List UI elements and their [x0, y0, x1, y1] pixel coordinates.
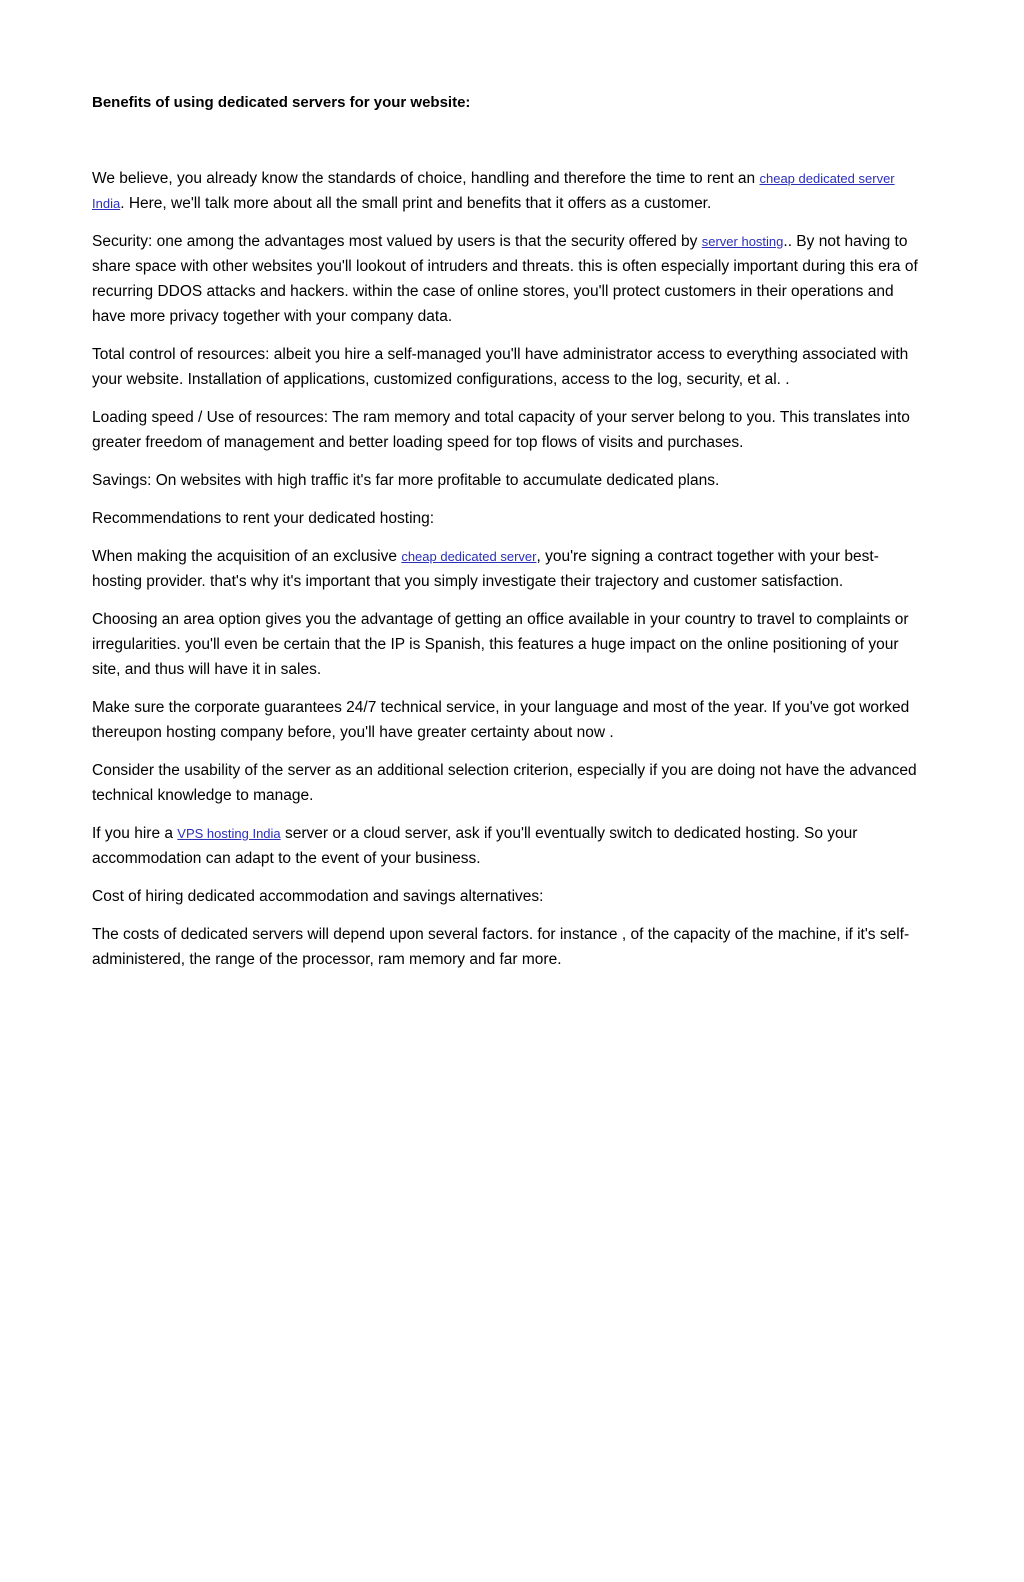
paragraph-technical-service: Make sure the corporate guarantees 24/7 technical service, in your language and most of the year. If you've got worked thereupon hosting company before, you'll have greater certainty about now . — [92, 699, 910, 741]
paragraph-total-control: Total control of resources: albeit you hire a self-managed you'll have administrator access to everything associated with your website. Installation of applications, customized configurations, access to the log, security, et al. . — [92, 346, 909, 388]
paragraph-vps — [92, 821, 922, 871]
paragraph-savings: Savings: On websites with high traffic it's far more profitable to accumulate dedicated plans. — [92, 472, 720, 489]
link-server-hosting[interactable]: server hosting — [701, 234, 784, 249]
paragraph-text: server or a cloud server, ask if you'll eventually switch to dedicated hosting. So your accommodation can adapt to the event of your business. — [92, 825, 858, 867]
link-cheap-dedicated-server-india[interactable]: cheap dedicated server India — [92, 171, 895, 211]
document-title: Benefits of using dedicated servers for your website: — [92, 94, 471, 111]
paragraph-security — [92, 229, 922, 329]
paragraph-text: , you're signing a contract together with your best-hosting provider. that's why it's important that you simply investigate their trajectory and customer satisfaction. — [92, 548, 879, 590]
paragraph-cost-heading: Cost of hiring dedicated accommodation and savings alternatives: — [92, 888, 544, 905]
document-page — [92, 90, 922, 985]
paragraph-loading-speed: Loading speed / Use of resources: The ram memory and total capacity of your server belong to you. This translates into greater freedom of management and better loading speed for top flows of visits and purchases. — [92, 409, 910, 451]
paragraph-recommendations-heading: Recommendations to rent your dedicated hosting: — [92, 510, 435, 527]
paragraph-text: If you hire a — [92, 825, 178, 842]
paragraph-usability: Consider the usability of the server as an additional selection criterion, especially if you are doing not have the advanced technical knowledge to manage. — [92, 762, 917, 804]
paragraph-text: When making the acquisition of an exclusive — [92, 548, 402, 565]
paragraph-text: .. By not having to share space with other websites you'll lookout of intruders and threats. this is often especially important during this era of recurring DDOS attacks and hackers. within the case of online stores, you'll protect customers in their operations and have more privacy together with your company data. — [92, 233, 918, 325]
paragraph-intro — [92, 166, 922, 216]
paragraph-text: We believe, you already know the standards of choice, handling and therefore the time to rent an — [92, 170, 760, 187]
paragraph-text: Security: one among the advantages most valued by users is that the security offered by — [92, 233, 702, 250]
link-cheap-dedicated-server[interactable]: cheap dedicated server — [401, 549, 537, 564]
paragraph-text: . Here, we'll talk more about all the small print and benefits that it offers as a customer. — [120, 195, 712, 212]
link-vps-hosting-india[interactable]: VPS hosting India — [177, 826, 281, 841]
paragraph-costs: The costs of dedicated servers will depend upon several factors. for instance , of the capacity of the machine, if it's self-administered, the range of the processor, ram memory and far more. — [92, 926, 910, 968]
paragraph-acquisition — [92, 544, 922, 594]
paragraph-area-option: Choosing an area option gives you the advantage of getting an office available in your country to travel to complaints or irregularities. you'll even be certain that the IP is Spanish, this features a huge impact on the online positioning of your site, and thus will have it in sales. — [92, 611, 909, 678]
